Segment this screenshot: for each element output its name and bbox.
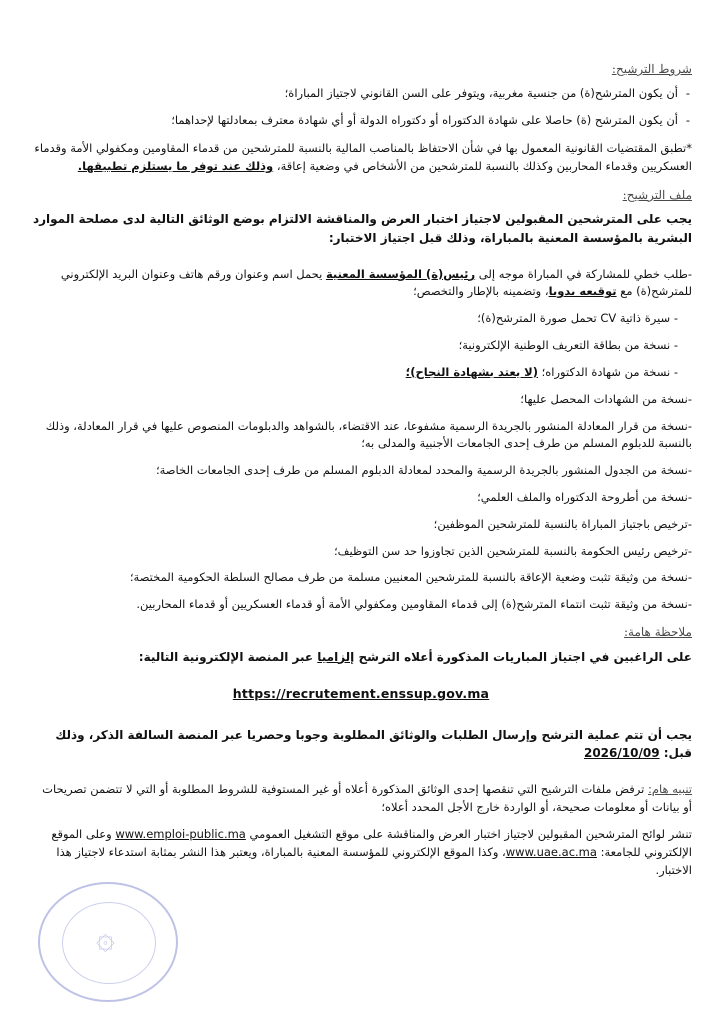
- legal-note-text: *تطبق المقتضيات القانونية المعمول بها في شأن الاحتفاظ بالمناصب المالية بالنسبة للمترشحين من قدماء المقاومين ومكفولي الأمة وقدماء العسكريين وقدماء المحاربين وكذلك بالنسبة للمترشحين من الأشخاص في وضعية إعاقة،: [34, 141, 692, 174]
- important-line: [30, 648, 692, 667]
- document-item-cv: - سيرة ذاتية CV تحمل صورة المترشح(ة)؛: [477, 311, 678, 326]
- document-item-private-equivalence: -نسخة من الجدول المنشور بالجريدة الرسمية والمحدد لمعادلة الدبلوم المسلم من طرف إحدى الجامعات الخاصة؛: [155, 463, 692, 478]
- document-item-disability: -نسخة من وثيقة تثبت وضعية الإعاقة بالنسبة للمترشحين المعنيين مسلمة من طرف مصالح السلطة الحكومية المختصة؛: [129, 570, 692, 585]
- publication-text-c: ، وكذا الموقع الإلكتروني للمؤسسة المعنية بالمباراة، ويعتبر هذا النشر بمثابة استدعاء لاجتياز هذا الاختبار.: [56, 845, 692, 877]
- document-item-employee-authorization: -ترخيص باجتياز المباراة بالنسبة للمترشحين الموظفين؛: [433, 516, 692, 531]
- doc1-part-d: توقيعه يدويا: [548, 284, 617, 299]
- doc1-part-c: يحمل اسم وعنوان ورقم هاتف وعنوان البريد الإلكتروني للمترشح(ة) مع: [60, 266, 692, 299]
- document-item-id-card: - نسخة من بطاقة التعريف الوطنية الإلكترونية؛: [458, 338, 678, 353]
- publication-site-university[interactable]: www.uae.ac.ma: [505, 845, 597, 860]
- deadline-paragraph: [30, 726, 692, 763]
- warning-paragraph: [30, 781, 692, 817]
- deadline-date: 2026/10/09: [583, 746, 660, 761]
- document-item-doctorate: [30, 364, 692, 382]
- recruitment-link[interactable]: [30, 684, 692, 703]
- recruitment-url[interactable]: https://recrutement.enssup.gov.ma: [232, 686, 490, 702]
- official-stamp: [38, 882, 178, 1002]
- doc1-part-a: -طلب خطي للمشاركة في المباراة موجه إلى: [478, 266, 692, 281]
- doc4-part-b: (لا يعتد بشهادة النجاح)؛: [405, 364, 538, 379]
- warning-title: تنبيه هام:: [648, 781, 692, 796]
- important-line-b: إلزاميا: [317, 649, 355, 664]
- important-line-c: عبر المنصة الإلكترونية التالية:: [138, 649, 314, 664]
- dossier-intro: يجب على المترشحين المقبولين لاجتياز اختبار العرض والمناقشة الالتزام بوضع الوثائق التالية لدى مصلحة الموارد البشرية بالمؤسسة المعنية بالمباراة، وذلك قبل اجتياز الاختبار:: [32, 212, 692, 246]
- document-item-request: [30, 266, 692, 302]
- document-item-age-authorization: -ترخيص رئيس الحكومة بالنسبة للمترشحين الذين تجاوزوا حد سن التوظيف؛: [333, 543, 692, 558]
- important-line-a: على الراغبين في اجتياز المباريات المذكورة أعلاه الترشح: [358, 649, 692, 664]
- conditions-title: شروط الترشيح:: [611, 62, 692, 76]
- legal-note-bold: وذلك عند توفر ما يستلزم تطبيقها.: [77, 159, 274, 174]
- condition-item-nationality: - أن يكون المترشح(ة) من جنسية مغربية، ويتوفر على السن القانوني لاجتياز المباراة؛: [30, 85, 692, 103]
- important-title: ملاحظة هامة:: [624, 625, 692, 639]
- stamp-emblem-icon: ۞: [96, 918, 115, 956]
- warning-text: ترفض ملفات الترشيح التي تنقصها إحدى الوثائق المذكورة أعلاه أو غير المستوفية للشروط المطلوبة أو التي لا تتضمن تصريحات أو بيانات أو معلومات صحيحة، أو الواردة خارج الأجل المحدد أعلاه؛: [42, 781, 692, 814]
- document-item-thesis: -نسخة من أطروحة الدكتوراه والملف العلمي؛: [477, 489, 692, 504]
- doc4-part-a: - نسخة من شهادة الدكتوراه؛: [541, 364, 678, 379]
- document-page: [30, 60, 692, 1010]
- publication-paragraph: [30, 826, 692, 879]
- legal-note: [30, 140, 692, 176]
- documents-list: [30, 266, 692, 614]
- publication-text-b: وعلى الموقع الإلكتروني للجامعة:: [51, 827, 692, 860]
- doc1-part-b: رئيس(ة) المؤسسة المعنية: [325, 266, 476, 281]
- dossier-title: ملف الترشيح:: [622, 187, 692, 202]
- document-item-equivalence: -نسخة من قرار المعادلة المنشور بالجريدة الرسمية مشفوعا، عند الاقتضاء، بالشواهد والدبلومات المنصوص عليها في قرار المعادلة، وذلك بالنسبة للدبلوم المسلم من طرف إحدى الجامعات الأجنبية والمدلى به؛: [45, 418, 692, 451]
- doc1-part-e: ، وتضمينه بالإطار والتخصص؛: [413, 284, 549, 299]
- publication-site-emploi[interactable]: www.emploi-public.ma: [115, 827, 246, 842]
- document-item-veterans: -نسخة من وثيقة تثبت انتماء المترشح(ة) إلى قدماء المقاومين ومكفولي الأمة أو قدماء العسكريين أو قدماء المحاربين.: [136, 597, 692, 612]
- document-item-certificates: -نسخة من الشهادات المحصل عليها؛: [520, 391, 692, 406]
- deadline-text: يجب أن تتم عملية الترشح وإرسال الطلبات والوثائق المطلوبة وجوبا وحصريا عبر المنصة السالفة الذكر، وذلك قبل:: [55, 727, 692, 761]
- publication-text-a: تنشر لوائح المترشحين المقبولين لاجتياز اختبار العرض والمناقشة على موقع التشغيل العمومي: [249, 827, 692, 842]
- condition-item-doctorate: - أن يكون المترشح (ة) حاصلا على شهادة الدكتوراه أو دكتوراه الدولة أو أي شهادة معترف بمعادلتها لإحداهما؛: [30, 112, 692, 130]
